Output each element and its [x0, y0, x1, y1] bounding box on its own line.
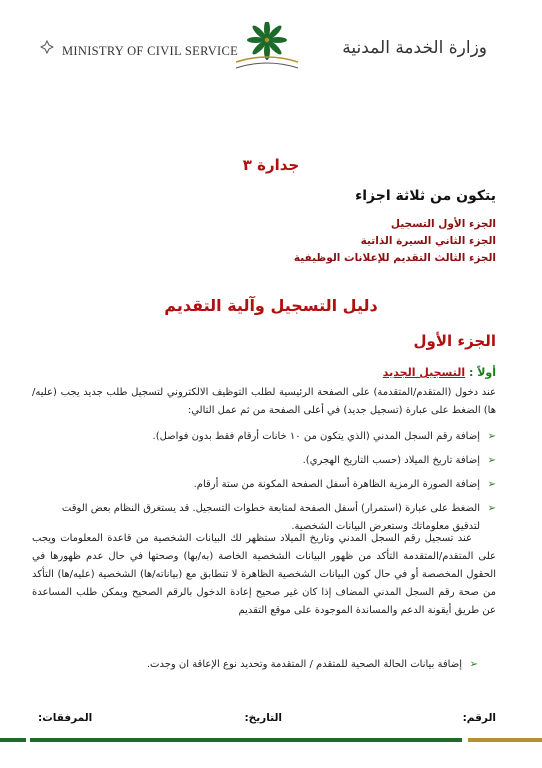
parts-heading: يتكون من ثلاثة اجزاء — [355, 188, 496, 204]
part-item: الجزء الثاني السيرة الذاتية — [360, 235, 496, 247]
section-label: التسجيل الجديد — [382, 366, 466, 379]
ministry-name-english: MINISTRY OF CIVIL SERVICE — [62, 44, 239, 58]
attachments-label: المرفقات: — [38, 712, 93, 724]
footer-bar-green — [30, 738, 462, 742]
list-item-text: الضغط على عبارة (استمرار) أسفل الصفحة لمتابعة خطوات التسجيل. قد يستغرق النظام بعض الوقت لتدقيق معلوماتك وستعرض البيانات الشخصية. — [61, 503, 480, 532]
bullet-icon: ➢ — [469, 659, 478, 670]
document-title: جدارة ٣ — [242, 156, 300, 174]
bullet-icon: ➢ — [487, 455, 496, 466]
section-heading — [383, 366, 496, 379]
part-item: الجزء الأول التسجيل — [390, 218, 496, 230]
list-item — [40, 452, 496, 470]
section-number: أولاً : — [468, 366, 496, 379]
bullet-icon: ➢ — [487, 503, 496, 514]
list-item-text: إضافة تاريخ الميلاد (حسب التاريخ الهجري). — [302, 455, 480, 466]
list-item-text: إضافة رقم السجل المدني (الذي يتكون من ١٠ خانات أرقام فقط بدون فواصل). — [152, 431, 480, 442]
parts-list — [196, 216, 496, 267]
ornament-icon — [40, 40, 54, 54]
part-item: الجزء الثالث التقديم للإعلانات الوظيفية — [293, 252, 496, 264]
bullet-icon: ➢ — [487, 479, 496, 490]
ministry-name-arabic: وزارة الخدمة المدنية — [342, 38, 487, 58]
footer-bar-gold — [468, 738, 542, 742]
list-item-text: إضافة الصورة الرمزية الظاهرة أسفل الصفحة المكونة من ستة أرقام. — [193, 479, 480, 490]
list-item — [58, 656, 478, 674]
list-item-text: إضافة بيانات الحالة الصحية للمتقدم / المتقدمة وتحديد نوع الإعاقة ان وجدت. — [146, 659, 462, 670]
list-item — [40, 476, 496, 494]
steps-list — [40, 428, 496, 542]
letterhead — [0, 18, 542, 78]
date-label: التاريخ: — [244, 712, 282, 724]
list-item — [40, 428, 496, 446]
verification-paragraph: عند تسجيل رقم السجل المدني وتاريخ الميلاد ستظهر لك البيانات الشخصية من قاعدة المعلومات ويجب على المتقدم/المتقدمة التأكد من ظهور البيانات الشخصية الخاصة (به/بها) وصحتها في حال عدم ظهورها في الحقول المخصصة أو في حال كون البيانات الشخصية الظاهرة لا تتطابق مع (بياناته/ها) الشخصية (عليه/ها) التأكد من صحة رقم السجل المدني المضاف إذا كان غير صحيح إعادة الدخول بالرقم الصحيح ويمكن طلب المساعدة عن طريق أيقونة الدعم والمساندة الموجودة على موقع التقديم — [32, 533, 496, 616]
footer-bar-left — [0, 738, 26, 742]
bullet-icon: ➢ — [487, 431, 496, 442]
number-label: الرقم: — [462, 712, 496, 724]
part-one-heading: الجزء الأول — [413, 332, 496, 350]
ministry-logo-icon — [232, 22, 302, 78]
guide-title: دليل التسجيل وآلية التقديم — [164, 296, 378, 315]
intro-paragraph: عند دخول (المتقدم/المتقدمة) على الصفحة الرئيسية لطلب التوظيف الالكتروني لتسجيل طلب جديد يجب (عليه/ها) الضغط على عبارة (تسجيل جديد) في أعلى الصفحة من ثم عمل التالي: — [32, 387, 496, 416]
